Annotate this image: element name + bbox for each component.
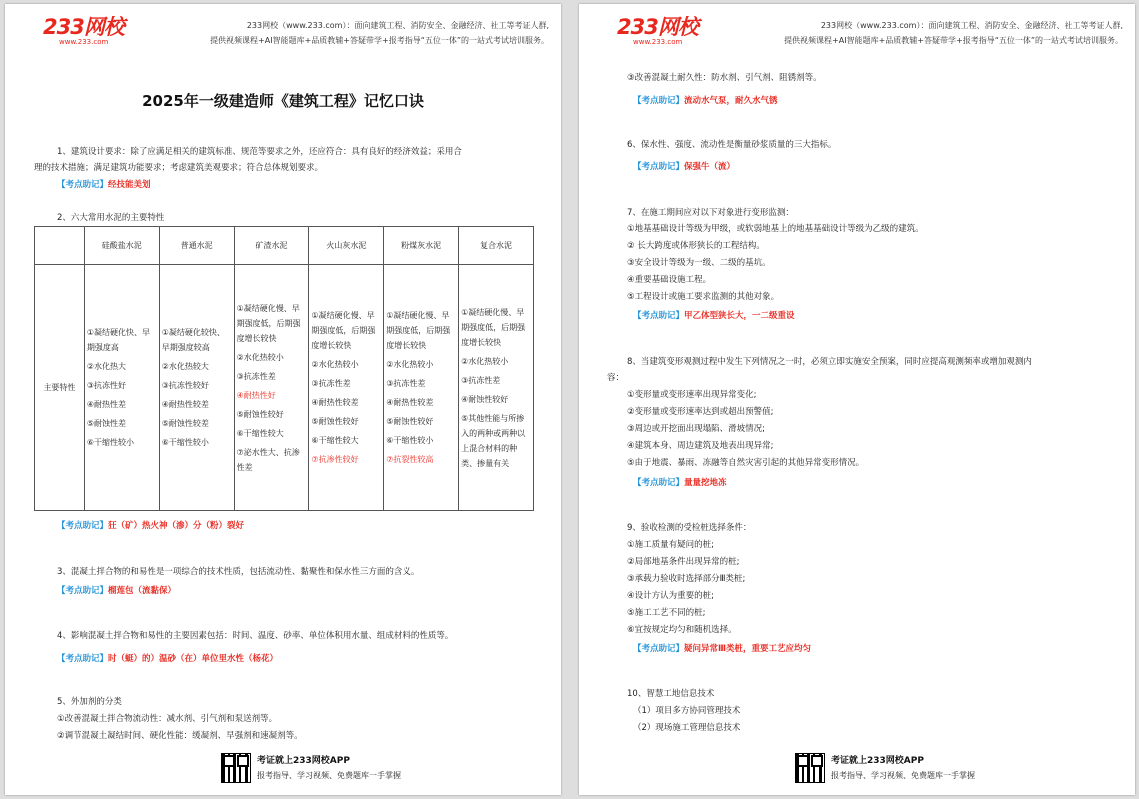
header-intro — [179, 18, 549, 48]
qr-code-icon[interactable] — [221, 753, 251, 783]
memo-text: 流动水气泵，耐久水气锈 — [684, 96, 778, 106]
memo-hint — [57, 177, 151, 194]
section-9-item: ②局部地基条件出现异常的桩; — [627, 557, 740, 567]
table-header-cell: 复合水泥 — [459, 227, 534, 265]
cell-line: ⑥干缩性较大 — [311, 436, 359, 445]
section-8-item: ③周边或开挖面出现塌陷、滑坡情况; — [627, 424, 765, 434]
cell-line: ②水化热较小 — [311, 360, 359, 369]
cell-line: ③抗冻性较好 — [161, 381, 209, 390]
cell-line: ⑤其他性能与所掺入的两种或两种以上混合材料的种类、掺量有关 — [461, 413, 526, 468]
memo-label: 【考点助记】 — [57, 180, 109, 190]
footer-title: 考证就上233网校APP — [831, 756, 924, 766]
memo-label: 【考点助记】 — [57, 521, 109, 531]
cell-line: ③抗冻性差 — [461, 375, 501, 385]
table-corner-cell — [35, 227, 85, 265]
logo-url: www.233.com — [633, 38, 683, 46]
header-line-1: 233网校（www.233.com）：面向建筑工程、消防安全、金融经济、社工等考证人群, — [246, 21, 549, 30]
table-cell — [384, 265, 459, 511]
section-9-item: ⑤施工工艺不同的桩; — [627, 608, 706, 618]
document-title: 2025年一级建造师《建筑工程》记忆口诀 — [142, 92, 424, 110]
document-page-left — [5, 4, 561, 795]
section-5-item-2: ②调节混凝土凝结时间、硬化性能：缓凝剂、早强剂和速凝剂等。 — [57, 731, 303, 741]
logo-url: www.233.com — [59, 38, 109, 46]
memo-label: 【考点助记】 — [633, 96, 685, 106]
memo-hint — [57, 518, 244, 535]
header-intro — [753, 18, 1123, 48]
section-1-line-1: 1、建筑设计要求：除了应满足相关的建筑标准、规范等要求之外，还应符合：具有良好的经济效益；采用合 — [57, 147, 462, 157]
cell-line: ⑥干缩性较小 — [386, 436, 434, 445]
cell-line: ③抗冻性差 — [311, 379, 351, 388]
section-7-title: 7、在施工期间应对以下对象进行变形监测： — [627, 208, 794, 218]
table-header-cell: 硅酸盐水泥 — [84, 227, 159, 265]
cell-line: ①凝结硬化慢、早期强度低，后期强度增长较快 — [386, 311, 451, 350]
section-9-title: 9、验收检测的受检桩选择条件： — [627, 523, 752, 533]
cell-line: ④耐热性较差 — [311, 398, 359, 407]
header-line-2: 提供视频课程+AI智能题库+品质教辅+答疑带学+报考指导“五位一体”的一站式考试培训服务。 — [210, 36, 549, 45]
memo-label: 【考点助记】 — [633, 162, 685, 172]
cell-line: ③抗冻性好 — [86, 381, 127, 390]
cell-line: ⑦泌水性大、抗渗性差 — [236, 447, 300, 472]
section-7-item: ② 长大跨度或体形狭长的工程结构。 — [627, 241, 765, 251]
footer-title: 考证就上233网校APP — [257, 756, 350, 766]
footer-subtitle: 报考指导、学习视频、免费题库一手掌握 — [831, 771, 975, 780]
memo-text: 甲乙体型狭长大，一二级重设 — [684, 311, 795, 321]
section-7-item: ④重要基础设施工程。 — [627, 275, 712, 285]
cell-line: ⑥干缩性较大 — [236, 428, 284, 438]
header-line-2: 提供视频课程+AI智能题库+品质教辅+答疑带学+报考指导“五位一体”的一站式考试培训服务。 — [784, 36, 1123, 45]
document-page-right — [579, 4, 1135, 795]
section-3-text: 3、混凝土拌合物的和易性是一项综合的技术性质，包括流动性、黏聚性和保水性三方面的含义。 — [57, 567, 420, 577]
cell-line: ①凝结硬化慢、早期强度低，后期强度增长较快 — [236, 303, 301, 343]
brand-logo[interactable] — [43, 16, 133, 46]
section-9-item: ③承载力验收时选择部分Ⅲ类桩; — [627, 574, 746, 584]
cell-line: ②水化热较小 — [461, 356, 509, 366]
cell-line: ①凝结硬化较快、早期强度较高 — [161, 328, 225, 352]
memo-label: 【考点助记】 — [633, 478, 685, 488]
memo-hint — [57, 583, 176, 600]
memo-hint — [57, 651, 278, 668]
table-row-label: 主要特性 — [35, 265, 85, 511]
section-8-item: ④建筑本身、周边建筑及地表出现异常; — [627, 441, 774, 451]
memo-text: 保强牛（流） — [684, 162, 736, 172]
page-header — [579, 4, 1135, 56]
memo-text: 量量挖地冻 — [684, 478, 727, 488]
cell-line: ⑤耐蚀性差 — [86, 419, 127, 428]
memo-label: 【考点助记】 — [633, 311, 685, 321]
cell-line-highlight: ④耐热性好 — [236, 390, 276, 400]
cell-line: ①凝结硬化快、早期强度高 — [86, 328, 151, 352]
section-9-item: ⑥宜按规定均匀和随机选择。 — [627, 625, 737, 635]
table-cell — [159, 265, 234, 511]
cement-properties-table — [34, 226, 534, 511]
section-2-title: 2、六大常用水泥的主要特性 — [57, 213, 165, 223]
cell-line-highlight: ⑦抗渗性较好 — [311, 455, 359, 464]
memo-text: 狂（矿）热火神（渗）分（粉）裂好 — [108, 521, 245, 531]
cell-line: ②水化热较小 — [236, 352, 284, 362]
section-7-item: ③安全设计等级为一级、二级的基坑。 — [627, 258, 771, 268]
cell-line: ③抗冻性差 — [236, 371, 276, 381]
memo-hint — [633, 93, 778, 110]
section-5-title: 5、外加剂的分类 — [57, 697, 122, 707]
cell-line: ③抗冻性差 — [386, 379, 426, 388]
section-1-line-2: 理的技术措施；满足建筑功能要求；考虑建筑美观要求；符合总体规划要求。 — [34, 163, 324, 173]
section-10-title: 10、智慧工地信息技术 — [627, 689, 715, 699]
page-header — [5, 4, 561, 56]
table-row — [35, 265, 534, 511]
cell-line: ②水化热较大 — [161, 362, 209, 371]
page-footer — [5, 751, 561, 789]
section-7-item: ①地基基础设计等级为甲级，或软弱地基上的地基基础设计等级为乙级的建筑。 — [627, 224, 924, 234]
cell-line: ②水化热大 — [86, 362, 127, 371]
logo-text: 233网校 — [43, 15, 124, 39]
cell-line: ①凝结硬化慢、早期强度低，后期强度增长较快 — [311, 311, 376, 350]
table-header-cell: 火山灰水泥 — [309, 227, 384, 265]
memo-text: 经技能美划 — [108, 180, 151, 190]
footer-subtitle: 报考指导、学习视频、免费题库一手掌握 — [257, 771, 401, 780]
cell-line: ②水化热较小 — [386, 360, 434, 369]
table-header-cell: 普通水泥 — [159, 227, 234, 265]
section-5-item-1: ①改善混凝土拌合物流动性：减水剂、引气剂和泵送剂等。 — [57, 714, 278, 724]
section-9-item: ④设计方认为重要的桩; — [627, 591, 714, 601]
memo-hint — [633, 159, 735, 176]
section-6-text: 6、保水性、强度、流动性是衡量砂浆质量的三大指标。 — [627, 140, 837, 150]
cell-line: ⑥干缩性较小 — [86, 438, 135, 447]
cell-line: ⑤耐蚀性较好 — [311, 417, 359, 426]
table-header-cell: 粉煤灰水泥 — [384, 227, 459, 265]
cell-line: ④耐热性差 — [86, 400, 127, 409]
memo-hint — [633, 641, 811, 658]
section-8-item: ①变形量或变形速率出现异常变化; — [627, 390, 757, 400]
section-5-item-3: ③改善混凝土耐久性：防水剂、引气剂、阻锈剂等。 — [627, 73, 822, 83]
table-cell — [459, 265, 534, 511]
table-cell — [309, 265, 384, 511]
section-8-item: ②变形量或变形速率达到或超出预警值; — [627, 407, 774, 417]
qr-code-icon[interactable] — [795, 753, 825, 783]
table-cell — [234, 265, 309, 511]
memo-label: 【考点助记】 — [57, 654, 109, 664]
section-9-item: ①施工质量有疑问的桩; — [627, 540, 714, 550]
memo-label: 【考点助记】 — [633, 644, 685, 654]
cell-line-highlight: ⑦抗裂性较高 — [386, 455, 434, 464]
cell-line: ④耐热性较差 — [161, 400, 209, 409]
cell-line: ④耐热性较差 — [386, 398, 434, 407]
cell-line: ⑥干缩性较小 — [161, 438, 209, 447]
memo-hint — [633, 308, 795, 325]
memo-label: 【考点助记】 — [57, 586, 109, 596]
section-10-item: （1）项目多方协同管理技术 — [633, 706, 741, 716]
cell-line: ⑤耐蚀性较好 — [236, 409, 284, 419]
table-header-cell: 矿渣水泥 — [234, 227, 309, 265]
table-header-row — [35, 227, 534, 265]
section-8-item: ⑤由于地震、暴雨、冻融等自然灾害引起的其他异常变形情况。 — [627, 458, 865, 468]
page-footer — [579, 751, 1135, 789]
section-8-line-2: 容： — [607, 373, 625, 383]
cell-line: ⑤耐蚀性较差 — [161, 419, 209, 428]
section-7-item: ⑤工程设计或施工要求监测的其他对象。 — [627, 292, 780, 302]
cell-line: ⑤耐蚀性较好 — [386, 417, 434, 426]
memo-hint — [633, 475, 727, 492]
brand-logo[interactable] — [617, 16, 707, 46]
table-cell — [84, 265, 159, 511]
section-4-text: 4、影响混凝土拌合物和易性的主要因素包括：时间、温度、砂率、单位体积用水量、组成材料的性质等。 — [57, 631, 454, 641]
section-8-line-1: 8、当建筑变形观测过程中发生下列情况之一时，必须立即实施安全预案，同时应提高观测频率或增加观测内 — [627, 357, 1032, 367]
section-10-item: （2）现场施工管理信息技术 — [633, 723, 741, 733]
logo-text: 233网校 — [617, 15, 698, 39]
memo-text: 时（蜓）的）温砂（在）单位里水性（杨花） — [108, 654, 279, 664]
header-line-1: 233网校（www.233.com）：面向建筑工程、消防安全、金融经济、社工等考证人群, — [820, 21, 1123, 30]
cell-line: ④耐蚀性较好 — [461, 394, 509, 404]
cell-line: ①凝结硬化慢、早期强度低，后期强度增长较快 — [461, 307, 526, 347]
memo-text: 疑问异常Ⅲ类桩，重要工艺应均匀 — [684, 644, 812, 654]
memo-text: 榴莲包（流黏保） — [108, 586, 177, 596]
